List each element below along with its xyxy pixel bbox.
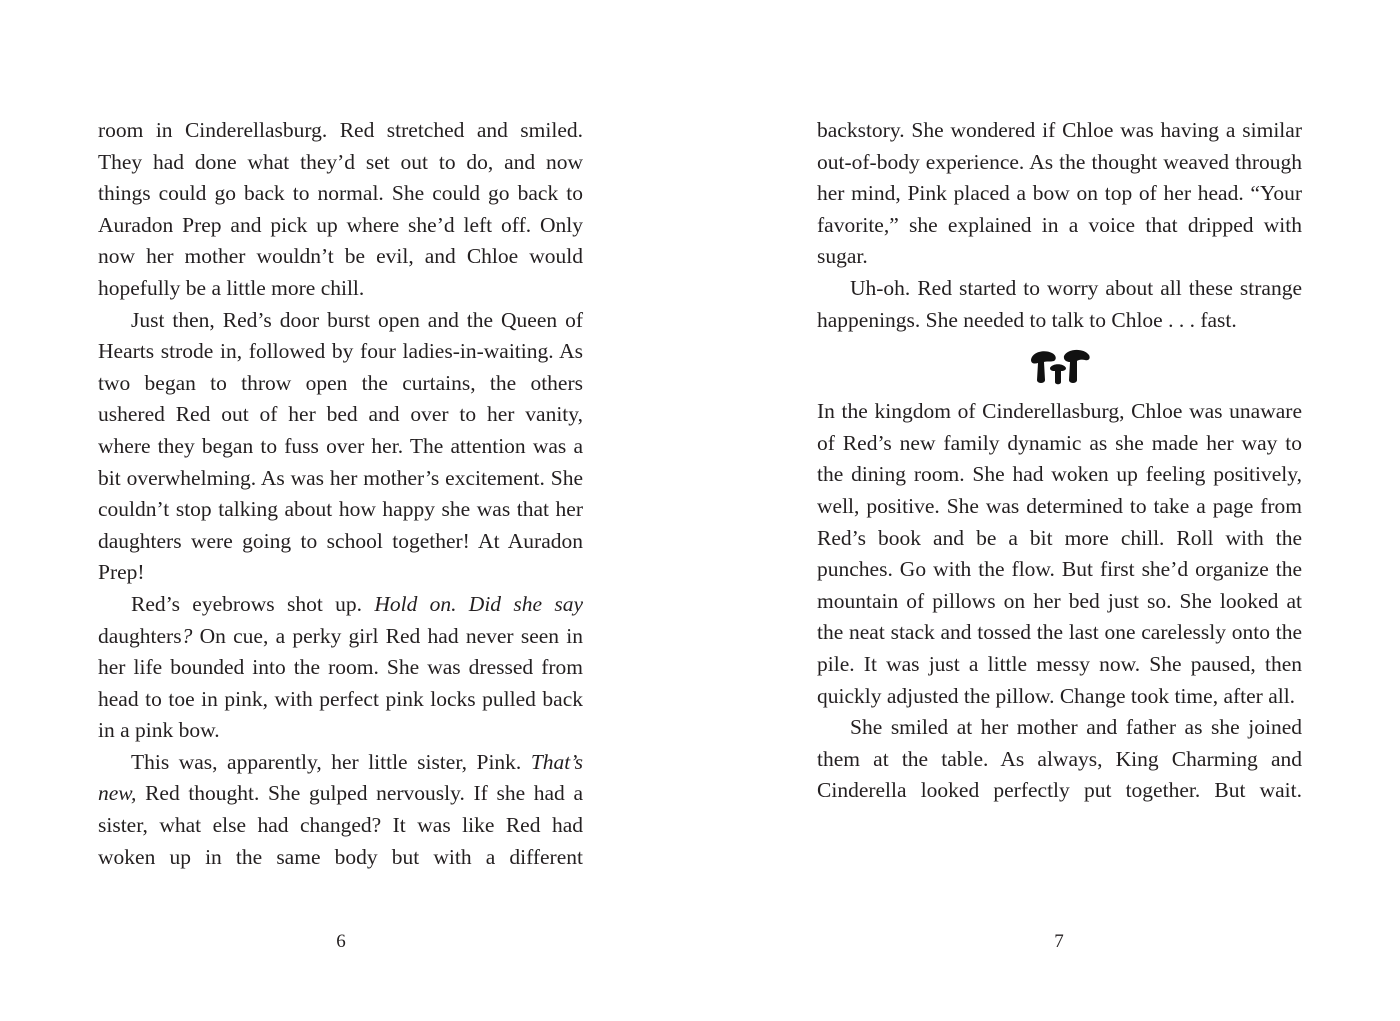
- text-run: Red’s eyebrows shot up.: [131, 591, 375, 616]
- page-number-text: 6: [336, 931, 346, 952]
- mushroom-cap-center: [1050, 364, 1066, 384]
- text-run: She smiled at her mother and father as she joined them at the table. As always, King Charming and Cinderella looked perfectly put together. But wait.: [817, 715, 1302, 803]
- text-run: room in Cinderellasburg. Red stretched and smiled. They had done what they’d set out to do, and now things could go back to normal. She could go back to Auradon Prep and pick up where she’d left off. Only now her mother wouldn’t be evil, and Chloe would hopefully be a little more chill.: [98, 118, 583, 300]
- page-number: [0, 930, 691, 954]
- right-page: [700, 0, 1400, 1021]
- paragraph: [98, 115, 583, 305]
- mushroom-ornament-icon: [1028, 348, 1092, 388]
- italic-thought: That’s new,: [98, 749, 583, 806]
- text-run: Just then, Red’s door burst open and the Queen of Hearts strode in, followed by four ladies-in-waiting. As two began to throw open the curtains, the others ushered Red out of her bed and over to her vanity, where they began to fuss over her. The attention was a bit overwhelming. As was her mother’s excitement. She couldn’t stop talking about how happy she was that her daughters were going to school together! At Auradon Prep!: [98, 307, 583, 585]
- text-run: daughters: [98, 623, 182, 648]
- paragraph: [98, 589, 583, 747]
- text-run: On cue, a perky girl Red had never seen in her life bounded into the room. She was dressed from head to toe in pink, with perfect pink locks pulled back in a pink bow.: [98, 623, 583, 743]
- paragraph: [98, 747, 583, 873]
- right-page-text: [817, 115, 1302, 807]
- mushroom-cap-right: [1063, 350, 1089, 383]
- left-page-text: [98, 115, 583, 873]
- text-run: Uh-oh. Red started to worry about all these strange happenings. She needed to talk to Chloe . . . fast.: [817, 275, 1302, 332]
- text-run: In the kingdom of Cinderellasburg, Chloe was unaware of Red’s new family dynamic as she made her way to the dining room. She had woken up feeling positively, well, positive. She was determined to take a page from Red’s book and be a bit more chill. Roll with the punches. Go with the flow. But first she’d organize the mountain of pillows on her bed just so. She looked at the neat stack and tossed the last one carelessly onto the pile. It was just a little messy now. She paused, then quickly adjusted the pillow. Change took time, after all.: [817, 399, 1302, 708]
- paragraph: [817, 712, 1302, 807]
- paragraph: [817, 115, 1302, 273]
- italic-thought: Hold on. Did she say: [374, 591, 583, 616]
- paragraph: [817, 273, 1302, 336]
- italic-question-mark: ?: [181, 623, 193, 648]
- paragraph: [817, 396, 1302, 712]
- page-number: [709, 930, 1400, 954]
- text-run: Red thought. She gulped nervously. If she had a sister, what else had changed? It was like Red had woken up in the same body but with a different: [98, 781, 583, 869]
- page-number-text: 7: [1054, 931, 1064, 952]
- text-run: This was, apparently, her little sister, Pink.: [131, 749, 531, 774]
- paragraph: [98, 305, 583, 589]
- text-run: backstory. She wondered if Chloe was having a similar out-of-body experience. As the thought weaved through her mind, Pink placed a bow on top of her head. “Your favorite,” she explained in a voice that dripped with sugar.: [817, 118, 1302, 269]
